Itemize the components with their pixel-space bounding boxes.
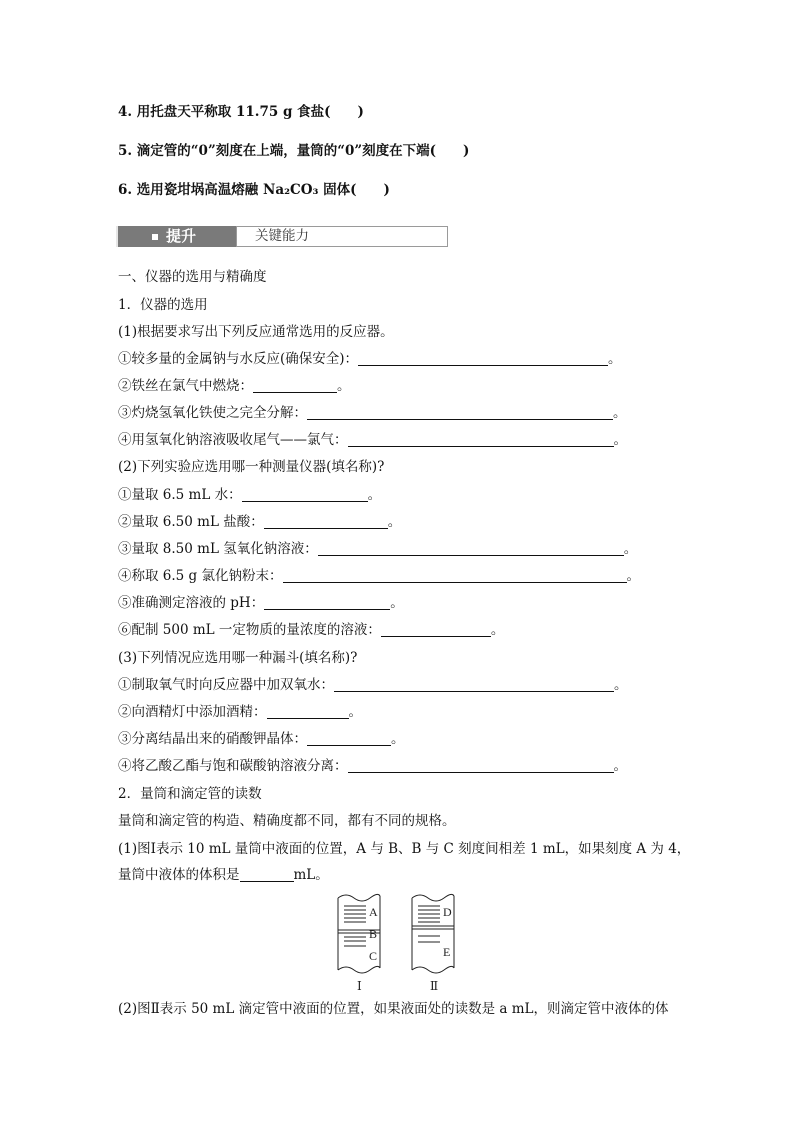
figure-svg xyxy=(330,890,470,1000)
figure-caption-I: Ⅰ xyxy=(357,979,362,993)
answer-blank[interactable] xyxy=(348,758,614,773)
q1-item-2 xyxy=(118,377,351,395)
part-1-suffix: mL。 xyxy=(293,867,329,883)
judgement-6: 6. 选用瓷坩埚高温熔融 Na₂CO₃ 固体( ) xyxy=(118,182,390,198)
answer-blank[interactable] xyxy=(253,378,337,393)
q1-item-2-text: ②铁丝在氯气中燃烧： xyxy=(118,378,253,394)
period: 。 xyxy=(623,541,638,557)
q1-item-1-text: ①较多量的金属钠与水反应(确保安全)： xyxy=(118,351,359,367)
answer-blank[interactable] xyxy=(264,514,388,529)
q3-item-2-text: ②向酒精灯中添加酒精： xyxy=(118,704,267,720)
q2-item-5-text: ⑤准确测定溶液的 pH： xyxy=(118,595,265,611)
subsection-1-title: 1．仪器的选用 xyxy=(118,297,208,313)
section-title: 一、仪器的选用与精确度 xyxy=(118,269,267,285)
part-1-line-1: (1)图Ⅰ表示 10 mL 量筒中液面的位置，A 与 B、B 与 C 刻度间相差 1 mL，如果刻度 A 为 4， xyxy=(118,841,691,857)
q2-item-1-text: ①量取 6.5 mL 水： xyxy=(118,487,242,503)
period: 。 xyxy=(391,731,405,747)
answer-blank[interactable] xyxy=(318,541,624,556)
figure-caption-II: Ⅱ xyxy=(430,979,439,993)
q2-item-3-text: ③量取 8.50 mL 氢氧化钠溶液： xyxy=(118,541,318,557)
period: 。 xyxy=(613,432,627,448)
question-3: (3)下列情况应选用哪一种漏斗(填名称)? xyxy=(118,650,358,666)
answer-blank[interactable] xyxy=(358,351,608,366)
q1-item-4 xyxy=(118,431,627,449)
q2-item-4-text: ④称取 6.5 g 氯化钠粉末： xyxy=(118,568,283,584)
label-B: B xyxy=(369,927,378,941)
banner-tag xyxy=(118,226,236,247)
label-A: A xyxy=(369,905,378,919)
q2-item-5 xyxy=(118,594,404,612)
period: 。 xyxy=(614,677,628,693)
q1-item-4-text: ④用氢氧化钠溶液吸收尾气——氯气： xyxy=(118,432,348,448)
answer-blank[interactable] xyxy=(381,622,491,637)
period: 。 xyxy=(387,514,402,530)
intro-text: 量筒和滴定管的构造、精确度都不同，都有不同的规格。 xyxy=(118,813,456,829)
q3-item-1 xyxy=(118,676,628,694)
q3-item-4 xyxy=(118,757,627,775)
section-banner xyxy=(116,223,432,249)
answer-blank[interactable] xyxy=(307,731,391,746)
answer-blank[interactable] xyxy=(240,867,294,882)
part-2-line-1: (2)图Ⅱ表示 50 mL 滴定管中液面的位置，如果液面处的读数是 a mL，则滴定管中液体的体 xyxy=(118,1001,669,1017)
period: 。 xyxy=(613,758,627,774)
judgement-5: 5. 滴定管的“0”刻度在上端，量筒的“0”刻度在下端( ) xyxy=(118,143,470,159)
label-E: E xyxy=(443,945,451,959)
q3-item-3 xyxy=(118,730,405,748)
label-C: C xyxy=(369,949,378,963)
q2-item-2-text: ②量取 6.50 mL 盐酸： xyxy=(118,514,264,530)
figure-cylinder-and-burette xyxy=(330,890,470,1000)
q2-item-2 xyxy=(118,513,401,531)
square-icon xyxy=(152,234,158,240)
period: 。 xyxy=(613,405,627,421)
answer-blank[interactable] xyxy=(264,595,390,610)
banner-subtitle xyxy=(236,226,448,247)
q3-item-3-text: ③分离结晶出来的硝酸钾晶体： xyxy=(118,731,307,747)
q1-item-3 xyxy=(118,404,627,422)
period: 。 xyxy=(608,351,622,367)
period: 。 xyxy=(626,568,640,584)
answer-blank[interactable] xyxy=(242,487,368,502)
question-1: (1)根据要求写出下列反应通常选用的反应器。 xyxy=(118,324,394,340)
period: 。 xyxy=(348,704,362,720)
part-1-prefix: 量筒中液体的体积是 xyxy=(118,867,240,883)
label-D: D xyxy=(443,905,452,919)
q2-item-6 xyxy=(118,621,504,639)
q2-item-1 xyxy=(118,486,381,504)
period: 。 xyxy=(390,595,404,611)
q1-item-1 xyxy=(118,350,622,368)
subsection-2-title: 2．量筒和滴定管的读数 xyxy=(118,786,262,802)
answer-blank[interactable] xyxy=(348,432,614,447)
q3-item-4-text: ④将乙酸乙酯与饱和碳酸钠溶液分离： xyxy=(118,758,348,774)
banner-tag-label: 提升 xyxy=(166,227,197,245)
q2-item-4 xyxy=(118,567,640,585)
q2-item-6-text: ⑥配制 500 mL 一定物质的量浓度的溶液： xyxy=(118,622,381,638)
answer-blank[interactable] xyxy=(334,677,614,692)
q3-item-1-text: ①制取氧气时向反应器中加双氧水： xyxy=(118,677,334,693)
answer-blank[interactable] xyxy=(267,704,349,719)
part-1-line-2 xyxy=(118,866,329,884)
period: 。 xyxy=(337,378,351,394)
period: 。 xyxy=(367,487,382,503)
answer-blank[interactable] xyxy=(307,405,613,420)
question-2: (2)下列实验应选用哪一种测量仪器(填名称)? xyxy=(118,459,385,475)
judgement-4: 4. 用托盘天平称取 11.75 g 食盐( ) xyxy=(118,104,364,120)
answer-blank[interactable] xyxy=(283,568,627,583)
q1-item-3-text: ③灼烧氢氧化铁使之完全分解： xyxy=(118,405,307,421)
q2-item-3 xyxy=(118,540,637,558)
q3-item-2 xyxy=(118,703,362,721)
period: 。 xyxy=(490,622,505,638)
banner-subtitle-label: 关键能力 xyxy=(255,228,309,244)
